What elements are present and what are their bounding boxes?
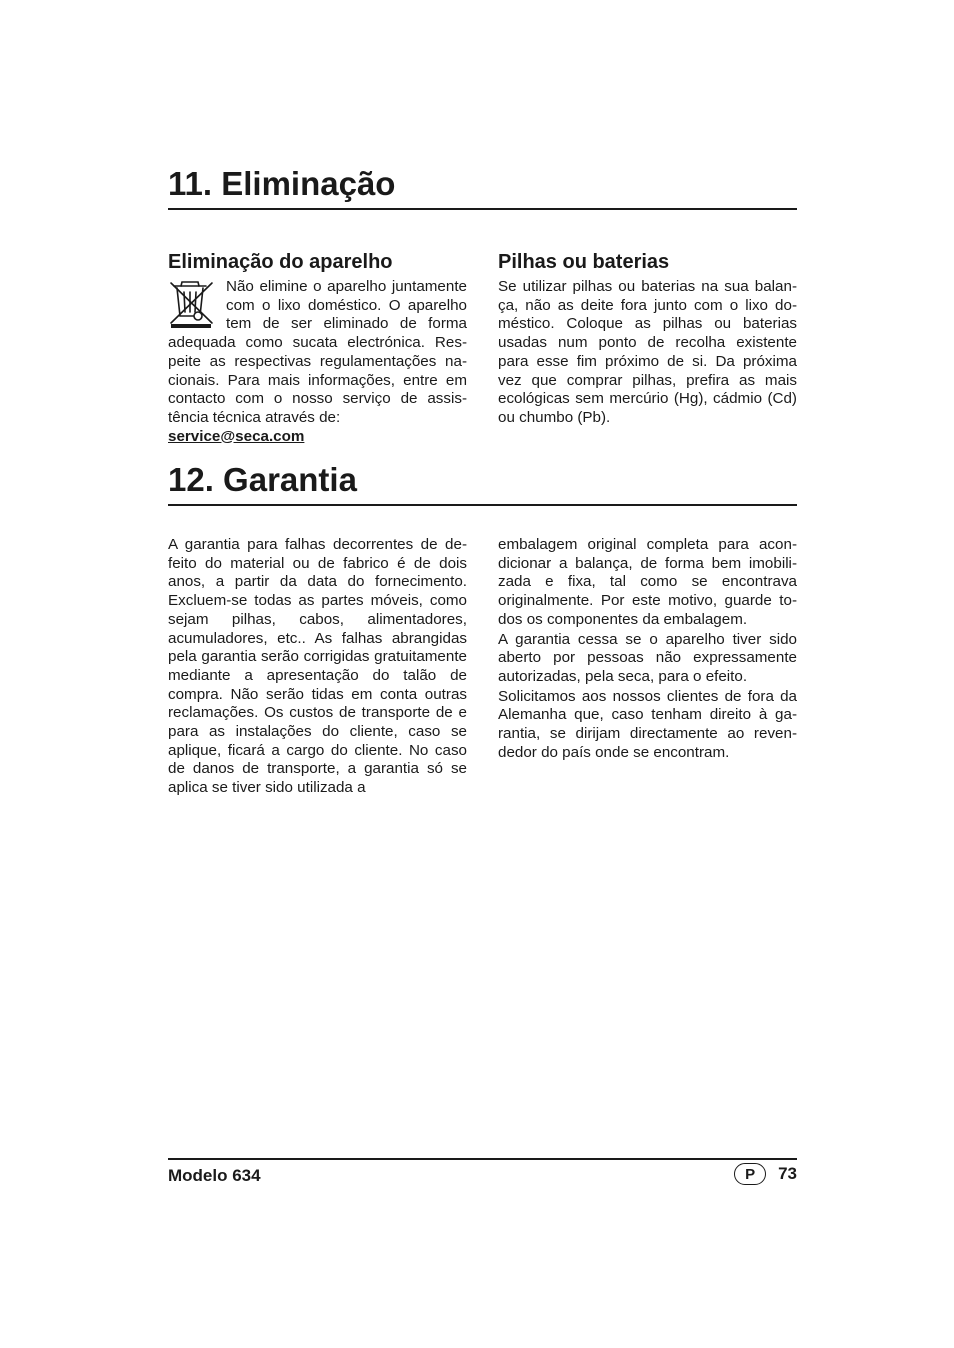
warranty-paragraph-2: A garantia cessa se o aparelho tiver sido aberto por pessoas não expressamente autorizadas, pela seca, para o efeito. bbox=[498, 630, 797, 685]
footer-page-info bbox=[734, 1163, 797, 1185]
footer-model: Modelo 634 bbox=[168, 1166, 261, 1185]
warranty-left-column bbox=[168, 536, 467, 798]
warranty-right-column bbox=[498, 536, 797, 762]
service-email-link[interactable]: service@seca.com bbox=[168, 427, 305, 445]
crossed-out-wheelie-bin-icon bbox=[168, 279, 216, 329]
batteries-text: Se utilizar pilhas ou baterias na sua balança, não as deite fora junto com o lixo doméstico. Coloque as pilhas ou baterias usadas num ponto de recolha existente para esse fim próximo de si. Da próxima vez que comprar pilhas, prefira as mais ecológicas sem mercúrio (Hg), cádmio (Cd) ou chumbo (Pb). bbox=[498, 278, 797, 426]
warranty-paragraph-3: Solicitamos aos nossos clientes de fora da Alemanha que, caso tenham direito à garantia, se dirijam directamente ao revendedor do país onde se encontram. bbox=[498, 687, 797, 761]
disposal-device-column bbox=[168, 250, 467, 446]
disposal-device-text: Não elimine o aparelho juntamente com o lixo doméstico. O aparelho tem de ser eliminado de forma adequada como sucata electrónica. Respeite as respectivas regulamentações nacionais. Para mais informações, entre em contacto com o nosso serviço de assistência técnica através de: bbox=[168, 278, 467, 426]
batteries-column bbox=[498, 250, 797, 428]
language-badge: P bbox=[734, 1163, 766, 1185]
warranty-paragraph-1: embalagem original completa para acondicionar a balança, de forma bem imobilizada e fixa, tal como se encontrava originalmente. Por este motivo, guarde todos os componentes da embalagem. bbox=[498, 536, 797, 628]
footer-divider bbox=[168, 1158, 797, 1160]
batteries-heading: Pilhas ou baterias bbox=[498, 251, 670, 273]
section-12-title: 12. Garantia bbox=[168, 460, 797, 506]
disposal-device-heading: Eliminação do aparelho bbox=[168, 251, 393, 273]
section-11-title: 11. Eliminação bbox=[168, 164, 797, 210]
page-number: 73 bbox=[778, 1164, 797, 1183]
warranty-left-text: A garantia para falhas decorrentes de defeito do material ou de fabrico é de dois anos, a partir da data do fornecimento. Excluem-se todas as partes móveis, como sejam pilhas, cabos, alimentadores, acumuladores, etc.. As falhas abrangidas pela garantia serão corrigidas gratuitamente mediante a apresentação do talão de compra. Não serão tidas em conta outras reclamações. Os custos de transporte de e para as instalações do cliente, caso se aplique, ficará a cargo do cliente. No caso de danos de transporte, a garantia só se aplica se tiver sido utilizada a bbox=[168, 536, 467, 797]
